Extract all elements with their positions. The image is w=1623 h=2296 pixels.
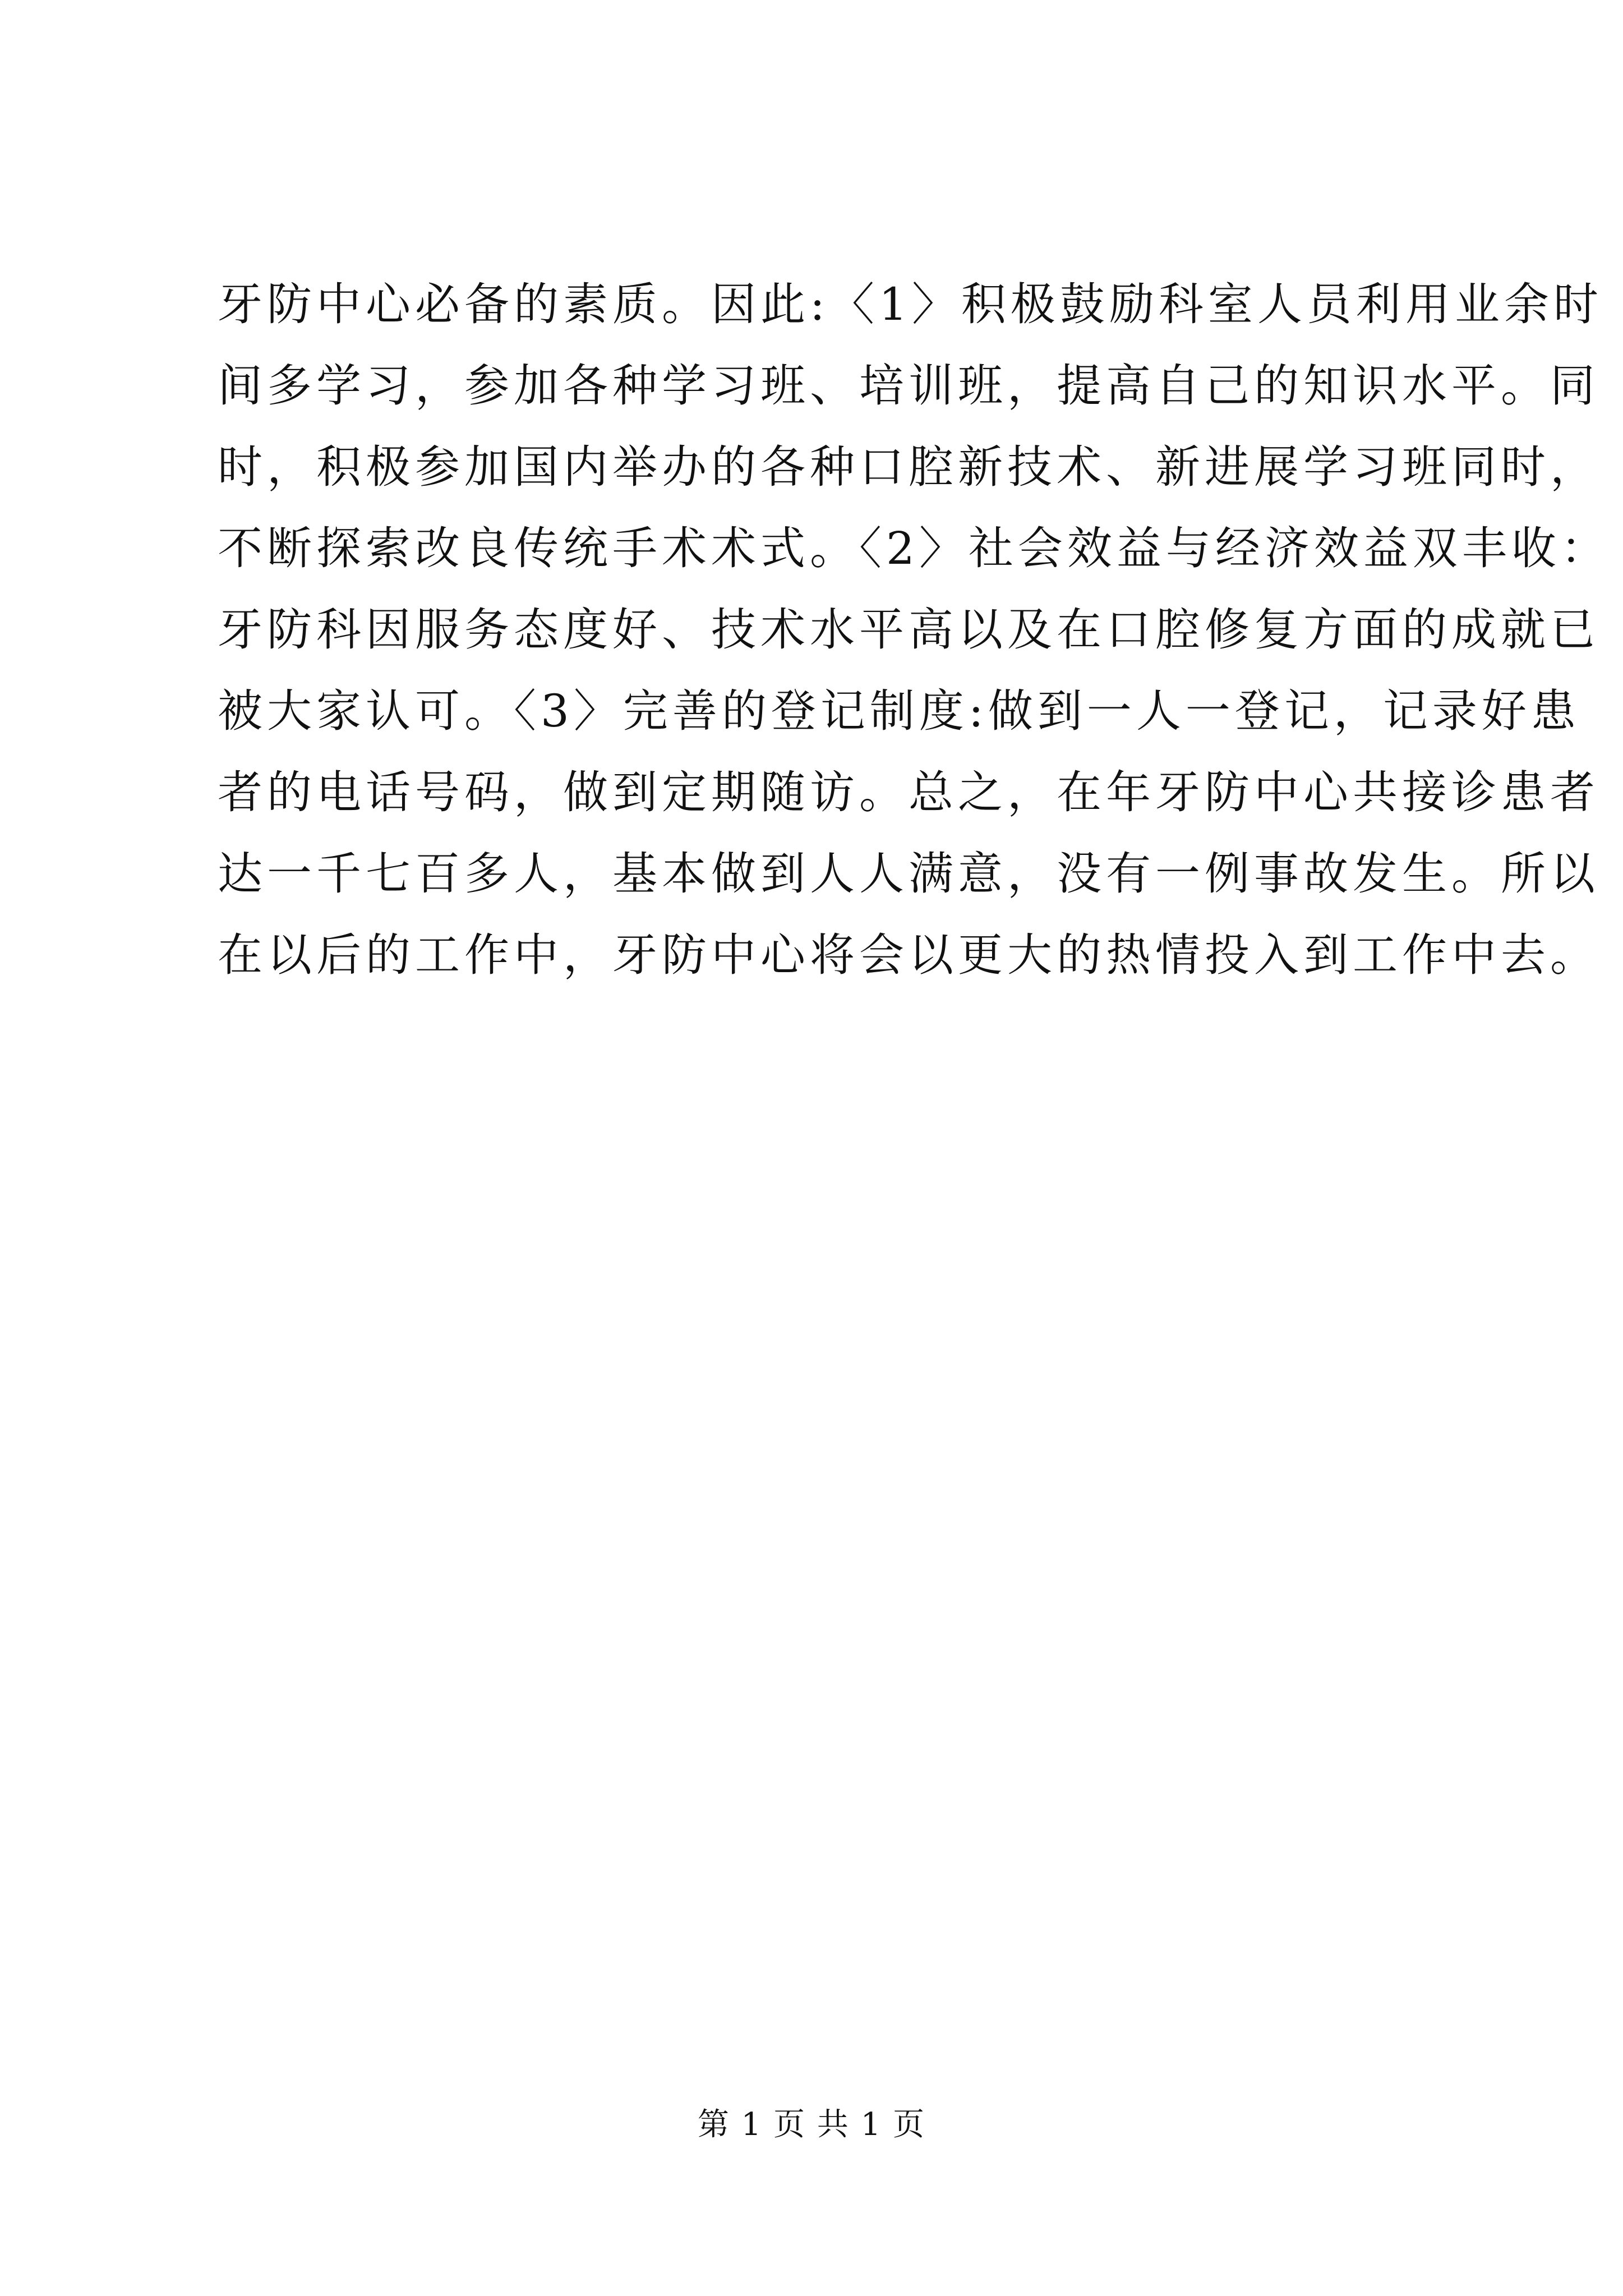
text-line-7: 者的电话号码，做到定期随访。总之，在年牙防中心共接诊患者: [218, 766, 1599, 818]
text-line-4: 不断探索改良传统手术术式。〈2〉社会效益与经济效益双丰收：: [218, 522, 1610, 574]
text-line-5: 牙防科因服务态度好、技术水平高以及在口腔修复方面的成就已: [218, 604, 1599, 656]
text-line-8: 达一千七百多人，基本做到人人满意，没有一例事故发生。所以: [218, 848, 1599, 900]
text-line-6: 被大家认可。〈3〉完善的登记制度:做到一人一登记，记录好患: [218, 685, 1580, 737]
text-line-3: 时，积极参加国内举办的各种口腔新技术、新进展学习班同时，: [218, 441, 1599, 493]
body-paragraph: [218, 264, 1610, 996]
page-number-footer: 第 1 页 共 1 页: [697, 2106, 926, 2143]
text-line-2: 间多学习，参加各种学习班、培训班，提高自己的知识水平。同: [218, 360, 1599, 412]
text-line-9: 在以后的工作中，牙防中心将会以更大的热情投入到工作中去。: [218, 929, 1599, 981]
text-line-1: 牙防中心必备的素质。因此:〈1〉积极鼓励科室人员利用业余时: [218, 278, 1603, 330]
